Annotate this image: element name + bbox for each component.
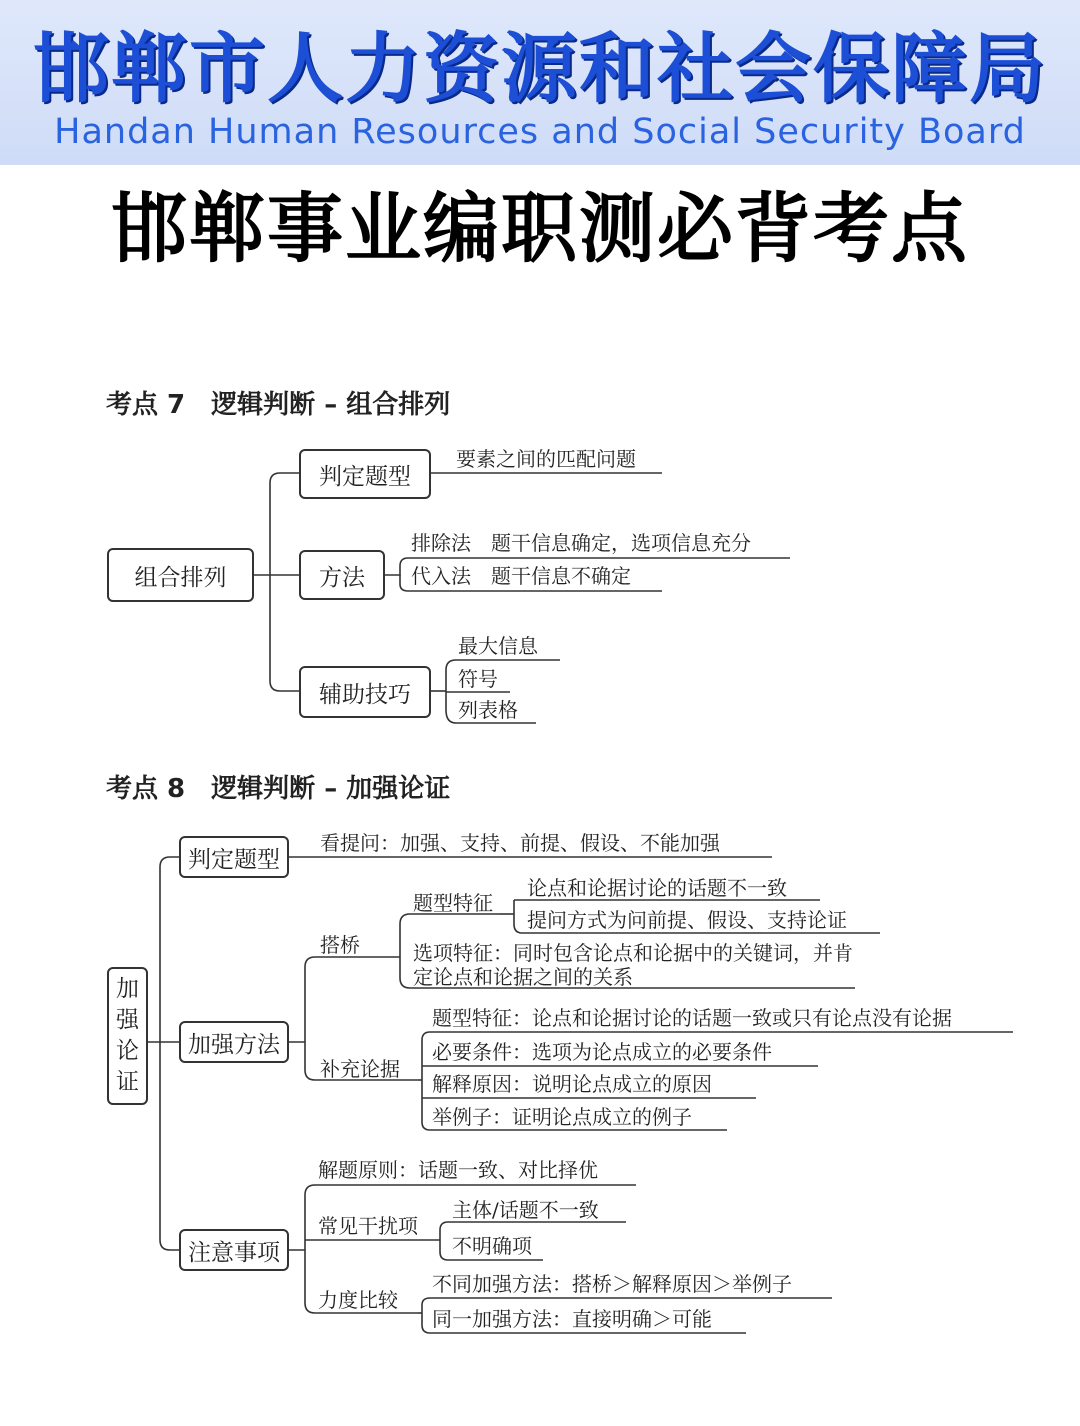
page-title: 邯郸事业编职测必背考点 <box>111 184 969 273</box>
bureau-name-cn: 邯郸市人力资源和社会保障局 <box>33 24 1047 113</box>
s7-leaf-table: 列表格 <box>458 698 518 722</box>
s7-leaf-symbol: 符号 <box>458 667 498 691</box>
s8-interference-label: 常见干扰项 <box>318 1214 418 1238</box>
section8-heading: 考点 8 逻辑判断 – 加强论证 <box>106 774 451 804</box>
section7-heading: 考点 7 逻辑判断 – 组合排列 <box>106 390 451 420</box>
s8-strength-p2: 同一加强方法：直接明确＞可能 <box>432 1307 712 1331</box>
s8-bridge-tf1: 论点和论据讨论的话题不一致 <box>527 876 787 900</box>
s8-root-char: 加 <box>116 976 139 1002</box>
s8-bridge-label: 搭桥 <box>320 933 360 957</box>
s7-root-node: 组合排列 <box>107 548 254 602</box>
s8-supplement-label: 补充论据 <box>320 1057 400 1081</box>
s8-branch-method: 加强方法 <box>179 1021 289 1063</box>
s7-leaf-elimination: 排除法 题干信息确定，选项信息充分 <box>411 531 751 555</box>
s8-supplement-s1: 题型特征：论点和论据讨论的话题一致或只有论点没有论据 <box>432 1006 952 1030</box>
bureau-name-en: Handan Human Resources and Social Security Board <box>54 112 1026 152</box>
s8-strength-p1: 不同加强方法：搭桥＞解释原因＞举例子 <box>432 1272 792 1296</box>
s8-root-char: 证 <box>116 1069 139 1095</box>
s8-root-node <box>107 967 148 1105</box>
s7-leaf-matching: 要素之间的匹配问题 <box>456 447 636 471</box>
s8-branch-type: 判定题型 <box>179 836 289 878</box>
s7-leaf-substitution: 代入法 题干信息不确定 <box>411 564 631 588</box>
s7-branch-method: 方法 <box>299 550 385 600</box>
s8-supplement-s3: 解释原因：说明论点成立的原因 <box>432 1072 712 1096</box>
s8-supplement-s4: 举例子：证明论点成立的例子 <box>432 1105 692 1129</box>
s8-bridge-tf2: 提问方式为问前提、假设、支持论证 <box>527 908 847 932</box>
s8-strength-label: 力度比较 <box>318 1288 398 1312</box>
s8-branch-notes: 注意事项 <box>179 1229 289 1271</box>
s8-supplement-s2: 必要条件：选项为论点成立的必要条件 <box>432 1040 772 1064</box>
s8-root-char: 强 <box>116 1007 139 1033</box>
s8-root-char: 论 <box>116 1038 139 1064</box>
s7-leaf-max-info: 最大信息 <box>458 634 538 658</box>
s8-interference-i2: 不明确项 <box>452 1234 532 1258</box>
s8-leaf-question: 看提问：加强、支持、前提、假设、不能加强 <box>320 831 720 855</box>
s8-bridge-option-feature: 选项特征：同时包含论点和论据中的关键词，并肯定论点和论据之间的关系 <box>413 941 853 989</box>
s8-bridge-type-feature: 题型特征 <box>413 891 493 915</box>
s7-branch-type: 判定题型 <box>299 449 431 499</box>
s8-interference-i1: 主体/话题不一致 <box>452 1198 599 1222</box>
s7-branch-tips: 辅助技巧 <box>299 666 431 718</box>
s8-principle: 解题原则：话题一致、对比择优 <box>318 1158 598 1182</box>
